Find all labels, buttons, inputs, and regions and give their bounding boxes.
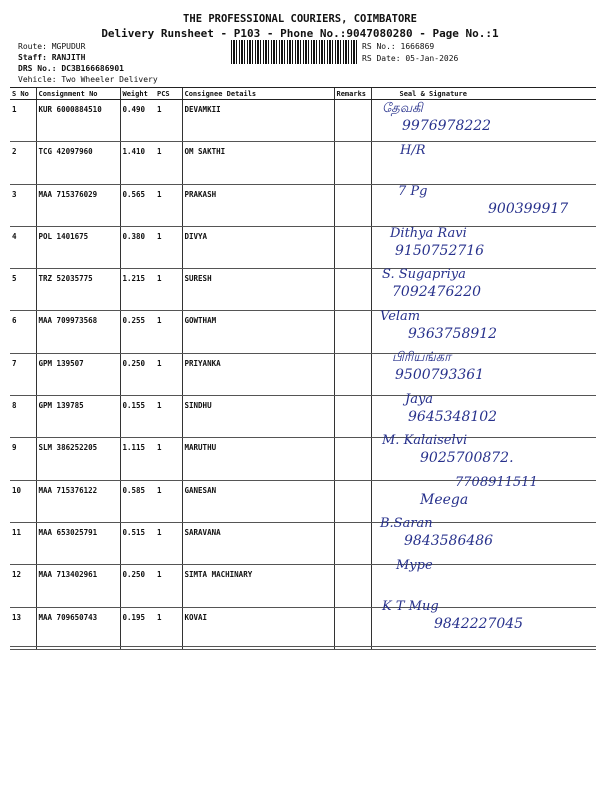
row-weight: 1.410 [120,142,155,184]
row-sno: 3 [10,184,36,226]
signature-phone: 7092476220 [392,284,482,300]
row-sno: 11 [10,522,36,564]
company-title: THE PROFESSIONAL COURIERS, COIMBATORE [183,13,417,25]
rs-date: RS Date: 05-Jan-2026 [362,54,459,63]
row-consignee: MARUTHU [182,438,334,480]
row-consignment-no: MAA 715376029 [36,184,120,226]
signature-mark: B.Saran [380,516,433,531]
signature-phone: Meega [420,491,469,508]
row-pcs: 1 [155,438,182,480]
col-weight: Weight [120,88,155,100]
barcode-graphic [231,40,357,64]
row-sno: 8 [10,396,36,438]
signature-phone: 900399917 [488,201,569,217]
row-sno: 9 [10,438,36,480]
row-remarks [334,269,371,311]
row-pcs: 1 [155,100,182,142]
row-weight: 0.585 [120,480,155,522]
row-pcs: 1 [155,269,182,311]
row-sno: 10 [10,480,36,522]
signature-phone: 9150752716 [395,242,485,259]
row-weight: 1.115 [120,438,155,480]
row-pcs: 1 [155,311,182,353]
row-consignment-no: GPM 139785 [36,396,120,438]
row-weight: 0.250 [120,353,155,395]
row-consignment-no: MAA 709650743 [36,607,120,649]
col-consignment: Consignment No [36,88,120,100]
row-remarks [334,100,371,142]
row-pcs: 1 [155,565,182,607]
row-remarks [334,353,371,395]
row-consignee: PRAKASH [182,184,334,226]
row-consignment-no: MAA 715376122 [36,480,120,522]
signature-mark: தேவகி [382,101,423,116]
row-weight: 0.490 [120,100,155,142]
row-sno: 13 [10,607,36,649]
row-consignee: DEVAMKII [182,100,334,142]
row-consignee: SINDHU [182,396,334,438]
row-consignment-no: TCG 42097960 [36,142,120,184]
table-row [10,396,596,438]
signature-phone: 9025700872. [420,450,514,466]
signature-phone: 9842227045 [434,616,524,632]
signature-mark: Jaya [405,391,434,407]
signature-mark: M. Kalaiselvi [382,433,468,448]
row-consignment-no: MAA 709973568 [36,311,120,353]
table-row [10,311,596,353]
row-consignee: SARAVANA [182,522,334,564]
row-consignment-no: KUR 6000884510 [36,100,120,142]
signature-mark: Mype [396,557,433,573]
row-remarks [334,522,371,564]
row-remarks [334,184,371,226]
row-weight: 1.215 [120,269,155,311]
signature-mark: K T Mug [382,599,439,614]
bottom-rule [10,646,596,647]
row-remarks [334,396,371,438]
runsheet-table [10,87,596,650]
row-weight: 0.250 [120,565,155,607]
rs-number: RS No.: 1666869 [362,42,435,51]
row-remarks [334,311,371,353]
table-header-row [10,88,596,100]
row-weight: 0.195 [120,607,155,649]
table-row [10,142,596,184]
table-row [10,522,596,564]
row-weight: 0.155 [120,396,155,438]
row-pcs: 1 [155,142,182,184]
col-pcs: PCS [155,88,182,100]
row-weight: 0.565 [120,184,155,226]
row-consignment-no: SLM 386252205 [36,438,120,480]
signature-phone: 9363758912 [408,325,498,342]
row-pcs: 1 [155,184,182,226]
row-consignment-no: GPM 139507 [36,353,120,395]
drs-label: DRS No.: DC3B166686901 [18,64,124,73]
col-remarks: Remarks [334,88,371,100]
table-row [10,565,596,607]
row-consignee: GANESAN [182,480,334,522]
row-pcs: 1 [155,226,182,268]
signature-mark: H/R [400,142,426,158]
row-sno: 6 [10,311,36,353]
row-sno: 5 [10,269,36,311]
row-consignee: PRIYANKA [182,353,334,395]
row-weight: 0.255 [120,311,155,353]
row-weight: 0.515 [120,522,155,564]
signature-phone: 9843586486 [404,533,494,549]
signature-mark: Dithya Ravi [390,225,467,241]
row-consignment-no: MAA 713402961 [36,565,120,607]
row-remarks [334,438,371,480]
signature-mark: பிரியங்கா [392,350,451,365]
row-consignee: SURESH [182,269,334,311]
row-pcs: 1 [155,480,182,522]
row-pcs: 1 [155,607,182,649]
row-remarks [334,565,371,607]
runsheet-subtitle: Delivery Runsheet - P103 - Phone No.:9047080280 - Page No.:1 [101,27,499,40]
col-sno: S No [10,88,36,100]
signature-mark: S. Sugapriya [382,267,466,282]
row-sno: 7 [10,353,36,395]
table-row [10,226,596,268]
row-consignee: SIMTA MACHINARY [182,565,334,607]
route-label: Route: MGPUDUR [18,42,86,51]
row-remarks [334,607,371,649]
signature-phone: 9976978222 [402,118,492,134]
row-consignment-no: MAA 653025791 [36,522,120,564]
row-sno: 2 [10,142,36,184]
table-row [10,353,596,395]
row-remarks [334,226,371,268]
row-consignee: GOWTHAM [182,311,334,353]
row-remarks [334,480,371,522]
row-pcs: 1 [155,396,182,438]
signature-mark: 7708911511 [455,474,538,490]
row-consignee: DIVYA [182,226,334,268]
col-consignee: Consignee Details [182,88,334,100]
table-row [10,100,596,142]
row-pcs: 1 [155,522,182,564]
row-consignee: KOVAI [182,607,334,649]
vehicle-label: Vehicle: Two Wheeler Delivery [18,75,158,84]
row-consignment-no: POL 1401675 [36,226,120,268]
signature-phone: 9645348102 [408,408,498,425]
row-pcs: 1 [155,353,182,395]
row-sno: 12 [10,565,36,607]
row-consignee: OM SAKTHI [182,142,334,184]
signature-mark: 7 Pg [398,184,428,199]
row-sno: 4 [10,226,36,268]
staff-label: Staff: RANJITH [18,53,86,62]
col-signature: Seal & Signature [371,88,596,100]
row-sno: 1 [10,100,36,142]
row-consignment-no: TRZ 52035775 [36,269,120,311]
row-remarks [334,142,371,184]
row-weight: 0.380 [120,226,155,268]
table-row [10,269,596,311]
signature-phone: 9500793361 [395,367,485,383]
signature-mark: Velam [380,308,421,324]
